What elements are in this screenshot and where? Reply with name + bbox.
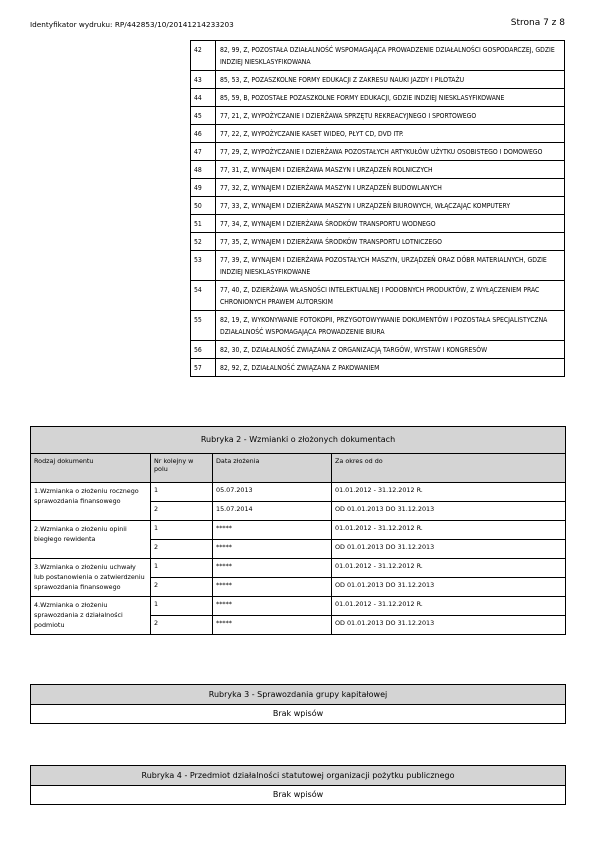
rubryka-2-title: Rubryka 2 - Wzmianki o złożonych dokumentach: [31, 427, 566, 454]
filing-date-cell: 15.07.2014: [213, 502, 332, 521]
table-row: [191, 233, 565, 251]
filing-date-cell: *****: [213, 616, 332, 635]
pkd-activity-table: [190, 40, 565, 377]
period-cell: OD 01.01.2013 DO 31.12.2013: [332, 502, 566, 521]
table-row: [191, 161, 565, 179]
rubryka-4-section: [30, 765, 566, 805]
table-row: [191, 311, 565, 341]
activity-description: 77, 32, Z, WYNAJEM I DZIERŻAWA MASZYN I URZĄDZEŃ BUDOWLANYCH: [216, 179, 565, 197]
table-row: [191, 197, 565, 215]
page-number: Strona 7 z 8: [510, 18, 565, 28]
row-number: 47: [191, 143, 216, 161]
table-row: [31, 559, 566, 578]
document-type-cell: 1.Wzmianka o złożeniu rocznego sprawozdania finansowego: [31, 483, 151, 521]
activity-description: 82, 30, Z, DZIAŁALNOŚĆ ZWIĄZANA Z ORGANIZACJĄ TARGÓW, WYSTAW I KONGRESÓW: [216, 341, 565, 359]
table-row: [191, 341, 565, 359]
activity-description: 82, 92, Z, DZIAŁALNOŚĆ ZWIĄZANA Z PAKOWANIEM: [216, 359, 565, 377]
sequence-number-cell: 2: [151, 578, 213, 597]
row-number: 50: [191, 197, 216, 215]
activity-description: 77, 21, Z, WYPOŻYCZANIE I DZIERŻAWA SPRZĘTU REKREACYJNEGO I SPORTOWEGO: [216, 107, 565, 125]
row-number: 51: [191, 215, 216, 233]
document-type-cell: 4.Wzmianka o złożeniu sprawozdania z działalności podmiotu: [31, 597, 151, 635]
rubryka-2-table: [30, 426, 566, 635]
period-cell: OD 01.01.2013 DO 31.12.2013: [332, 540, 566, 559]
activity-description: 77, 35, Z, WYNAJEM I DZIERŻAWA ŚRODKÓW TRANSPORTU LOTNICZEGO: [216, 233, 565, 251]
activity-description: 77, 29, Z, WYPOŻYCZANIE I DZIERŻAWA POZOSTAŁYCH ARTYKUŁÓW UŻYTKU OSOBISTEGO I DOMOWEGO: [216, 143, 565, 161]
activity-description: 77, 34, Z, WYNAJEM I DZIERŻAWA ŚRODKÓW TRANSPORTU WODNEGO: [216, 215, 565, 233]
column-header-period: Za okres od do: [332, 454, 566, 483]
row-number: 45: [191, 107, 216, 125]
row-number: 42: [191, 41, 216, 71]
document-type-cell: 3.Wzmianka o złożeniu uchwały lub postanowienia o zatwierdzeniu sprawozdania finansowego: [31, 559, 151, 597]
row-number: 53: [191, 251, 216, 281]
period-cell: OD 01.01.2013 DO 31.12.2013: [332, 616, 566, 635]
column-header-sequence-number: Nr kolejny w polu: [151, 454, 213, 483]
sequence-number-cell: 1: [151, 559, 213, 578]
period-cell: 01.01.2012 - 31.12.2012 R.: [332, 483, 566, 502]
sequence-number-cell: 2: [151, 540, 213, 559]
activity-description: 85, 53, Z, POZASZKOLNE FORMY EDUKACJI Z ZAKRESU NAUKI JAZDY I PILOTAŻU: [216, 71, 565, 89]
table-row: [31, 483, 566, 502]
table-row: [191, 215, 565, 233]
sequence-number-cell: 1: [151, 483, 213, 502]
rubryka-3-body: Brak wpisów: [30, 705, 566, 724]
sequence-number-cell: 1: [151, 597, 213, 616]
table-row: [191, 359, 565, 377]
rubryka-3-section: [30, 684, 566, 724]
period-cell: OD 01.01.2013 DO 31.12.2013: [332, 578, 566, 597]
rubryka-4-title: Rubryka 4 - Przedmiot działalności statutowej organizacji pożytku publicznego: [30, 765, 566, 786]
filing-date-cell: *****: [213, 559, 332, 578]
table-row: [191, 179, 565, 197]
activity-description: 82, 19, Z, WYKONYWANIE FOTOKOPII, PRZYGOTOWYWANIE DOKUMENTÓW I POZOSTAŁA SPECJALISTYCZNA DZIAŁALNOŚĆ WSPOMAGAJĄCA PROWADZENIE BIURA: [216, 311, 565, 341]
sequence-number-cell: 2: [151, 616, 213, 635]
document-type-cell: 2.Wzmianka o złożeniu opinii biegłego rewidenta: [31, 521, 151, 559]
row-number: 55: [191, 311, 216, 341]
activity-description: 82, 99, Z, POZOSTAŁA DZIAŁALNOŚĆ WSPOMAGAJĄCA PROWADZENIE DZIAŁALNOŚCI GOSPODARCZEJ, GDZIE INDZIEJ NIESKLASYFIKOWANA: [216, 41, 565, 71]
activity-description: 85, 59, B, POZOSTAŁE POZASZKOLNE FORMY EDUKACJI, GDZIE INDZIEJ NIESKLASYFIKOWANE: [216, 89, 565, 107]
filing-date-cell: *****: [213, 578, 332, 597]
rubryka-3-title: Rubryka 3 - Sprawozdania grupy kapitałowej: [30, 684, 566, 705]
row-number: 49: [191, 179, 216, 197]
row-number: 57: [191, 359, 216, 377]
activity-description: 77, 33, Z, WYNAJEM I DZIERŻAWA MASZYN I URZĄDZEŃ BIUROWYCH, WŁĄCZAJĄC KOMPUTERY: [216, 197, 565, 215]
row-number: 43: [191, 71, 216, 89]
filing-date-cell: *****: [213, 540, 332, 559]
column-header-document-type: Rodzaj dokumentu: [31, 454, 151, 483]
row-number: 56: [191, 341, 216, 359]
table-row: [191, 143, 565, 161]
table-row: [191, 89, 565, 107]
row-number: 44: [191, 89, 216, 107]
row-number: 48: [191, 161, 216, 179]
activity-description: 77, 39, Z, WYNAJEM I DZIERŻAWA POZOSTAŁYCH MASZYN, URZĄDZEŃ ORAZ DÓBR MATERIALNYCH, GDZIE INDZIEJ NIESKLASYFIKOWANE: [216, 251, 565, 281]
table-row: [191, 125, 565, 143]
table-row: [31, 597, 566, 616]
period-cell: 01.01.2012 - 31.12.2012 R.: [332, 597, 566, 616]
period-cell: 01.01.2012 - 31.12.2012 R.: [332, 521, 566, 540]
filing-date-cell: 05.07.2013: [213, 483, 332, 502]
row-number: 46: [191, 125, 216, 143]
activity-description: 77, 40, Z, DZIERŻAWA WŁASNOŚCI INTELEKTUALNEJ I PODOBNYCH PRODUKTÓW, Z WYŁĄCZENIEM PRAC CHRONIONYCH PRAWEM AUTORSKIM: [216, 281, 565, 311]
table-row: [191, 71, 565, 89]
filing-date-cell: *****: [213, 597, 332, 616]
filing-date-cell: *****: [213, 521, 332, 540]
activity-description: 77, 22, Z, WYPOŻYCZANIE KASET WIDEO, PŁYT CD, DVD ITP.: [216, 125, 565, 143]
column-header-filing-date: Data złożenia: [213, 454, 332, 483]
row-number: 54: [191, 281, 216, 311]
sequence-number-cell: 1: [151, 521, 213, 540]
table-row: [191, 107, 565, 125]
table-row: [191, 41, 565, 71]
activity-description: 77, 31, Z, WYNAJEM I DZIERŻAWA MASZYN I URZĄDZEŃ ROLNICZYCH: [216, 161, 565, 179]
table-row: [191, 251, 565, 281]
row-number: 52: [191, 233, 216, 251]
sequence-number-cell: 2: [151, 502, 213, 521]
print-identifier: Identyfikator wydruku: RP/442853/10/20141214233203: [30, 20, 234, 29]
period-cell: 01.01.2012 - 31.12.2012 R.: [332, 559, 566, 578]
page-header: [30, 18, 565, 32]
rubryka-4-body: Brak wpisów: [30, 786, 566, 805]
table-row: [191, 281, 565, 311]
table-row: [31, 521, 566, 540]
